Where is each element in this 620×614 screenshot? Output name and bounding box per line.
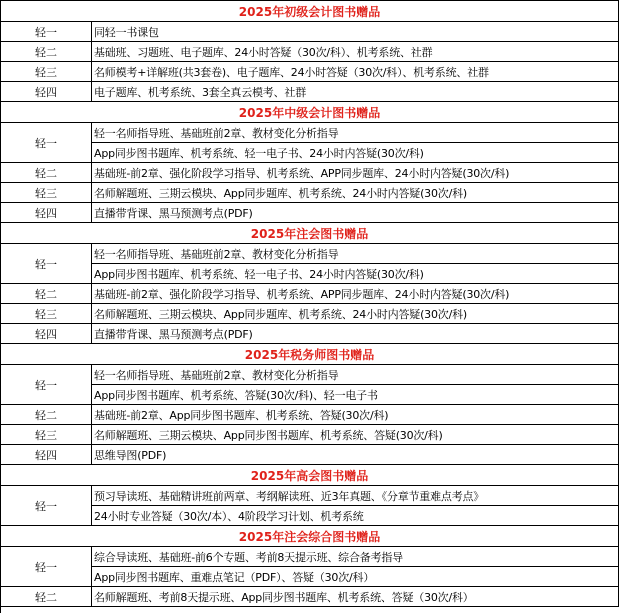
gift-line: 名师解题班、考前8天提示班、App同步图书题库、机考系统、答疑（30次/科） — [92, 587, 619, 607]
gift-line: 轻一名师指导班、基础班前2章、教材变化分析指导 — [92, 244, 619, 264]
gift-content — [92, 405, 619, 425]
table-row — [1, 22, 619, 42]
gift-content — [92, 445, 619, 465]
tier-label: 轻三 — [1, 425, 92, 445]
table-row — [1, 123, 619, 163]
section-title: 2025年中级会计图书赠品 — [1, 102, 619, 123]
gift-line: 24小时专业答疑（30次/本）、4阶段学习计划、机考系统 — [92, 506, 619, 526]
table-row — [1, 183, 619, 203]
tier-label: 轻四 — [1, 445, 92, 465]
tier-label: 轻四 — [1, 203, 92, 223]
tier-label: 轻四 — [1, 82, 92, 102]
gift-line: 基础班-前2章、强化阶段学习指导、机考系统、APP同步题库、24小时内答疑(30次/科) — [92, 163, 619, 183]
gift-content — [92, 244, 619, 284]
gift-content — [92, 123, 619, 163]
gift-line: 名师解题班、三期云模块、App同步题库、机考系统、24小时内答疑(30次/科) — [92, 304, 619, 324]
gift-line: 直播带背课、黑马预测考点(PDF) — [92, 324, 619, 344]
gift-content — [92, 304, 619, 324]
tier-label: 轻二 — [1, 284, 92, 304]
tier-label: 轻三 — [1, 183, 92, 203]
gift-content — [92, 365, 619, 405]
section-title: 2025年高会图书赠品 — [1, 465, 619, 486]
table-row — [1, 82, 619, 102]
gift-line: 电子题库、机考系统、3套全真云模考、社群 — [92, 82, 619, 102]
tier-label: 轻二 — [1, 163, 92, 183]
tier-label: 轻三 — [1, 62, 92, 82]
tier-label: 轻一 — [1, 244, 92, 284]
tier-label: 轻二 — [1, 42, 92, 62]
section-title: 2025年注会综合图书赠品 — [1, 526, 619, 547]
tier-label: 轻一 — [1, 486, 92, 526]
tier-label: 轻三 — [1, 304, 92, 324]
tier-label: 轻一 — [1, 365, 92, 405]
gift-content — [92, 284, 619, 304]
table-row — [1, 42, 619, 62]
gift-line: 思维导图(PDF) — [92, 445, 619, 465]
section-title: 2025年初级会计图书赠品 — [1, 1, 619, 22]
table-row — [1, 244, 619, 284]
table-row — [1, 587, 619, 607]
table-row — [1, 284, 619, 304]
gift-line: 综合导读班、基础班-前6个专题、考前8天提示班、综合备考指导 — [92, 547, 619, 567]
gift-line: 直播带背课、黑马预测考点(PDF) — [92, 203, 619, 223]
gift-content — [92, 587, 619, 607]
table-row — [1, 62, 619, 82]
gift-line: 轻一名师指导班、基础班前2章、教材变化分析指导 — [92, 365, 619, 385]
gift-line: App同步图书题库、机考系统、答疑(30次/科)、轻一电子书 — [92, 385, 619, 405]
gift-content — [92, 486, 619, 526]
table-row — [1, 547, 619, 587]
gift-content — [92, 163, 619, 183]
gift-line: 基础班-前2章、强化阶段学习指导、机考系统、APP同步题库、24小时内答疑(30次/科) — [92, 284, 619, 304]
gift-line: 基础班、习题班、电子题库、24小时答疑（30次/科）、机考系统、社群 — [92, 42, 619, 62]
table-row — [1, 365, 619, 405]
gift-content — [92, 42, 619, 62]
gift-line: 名师解题班、三期云模块、App同步题库、机考系统、24小时内答疑(30次/科) — [92, 183, 619, 203]
table-row — [1, 425, 619, 445]
table-row — [1, 203, 619, 223]
section-title: 2025年注会图书赠品 — [1, 223, 619, 244]
gift-content — [92, 183, 619, 203]
gift-content — [92, 62, 619, 82]
table-row — [1, 486, 619, 526]
gift-line: 名师解题班、三期云模块、App同步图书题库、机考系统、答疑(30次/科) — [92, 425, 619, 445]
gift-line: App同步图书题库、机考系统、轻一电子书、24小时内答疑(30次/科) — [92, 264, 619, 284]
gift-line: App同步图书题库、重难点笔记（PDF）、答疑（30次/科） — [92, 567, 619, 587]
tier-label: 轻二 — [1, 587, 92, 607]
table-row — [1, 445, 619, 465]
gift-line: 基础班-前2章、App同步图书题库、机考系统、答疑(30次/科) — [92, 405, 619, 425]
section-title: 2025年税务师图书赠品 — [1, 344, 619, 365]
gift-line: 轻一名师指导班、基础班前2章、教材变化分析指导 — [92, 123, 619, 143]
table-row — [1, 324, 619, 344]
gift-content — [92, 82, 619, 102]
tier-label: 轻四 — [1, 324, 92, 344]
tier-label: 轻一 — [1, 22, 92, 42]
gift-line: 预习导读班、基础精讲班前两章、考纲解读班、近3年真题、《分章节重难点考点》 — [92, 486, 619, 506]
table-row — [1, 304, 619, 324]
tier-label: 轻一 — [1, 123, 92, 163]
gift-line: 名师模考+详解班(共3套卷)、电子题库、24小时答疑（30次/科）、机考系统、社群 — [92, 62, 619, 82]
tier-label: 轻二 — [1, 405, 92, 425]
gift-line: 同轻一书课包 — [92, 22, 619, 42]
gift-content — [92, 324, 619, 344]
table-row — [1, 163, 619, 183]
gift-content — [92, 22, 619, 42]
tier-label: 轻一 — [1, 547, 92, 587]
gift-content — [92, 203, 619, 223]
gift-content — [92, 547, 619, 587]
table-row — [1, 405, 619, 425]
gift-content — [92, 425, 619, 445]
gift-line: App同步图书题库、机考系统、轻一电子书、24小时内答疑(30次/科) — [92, 143, 619, 163]
